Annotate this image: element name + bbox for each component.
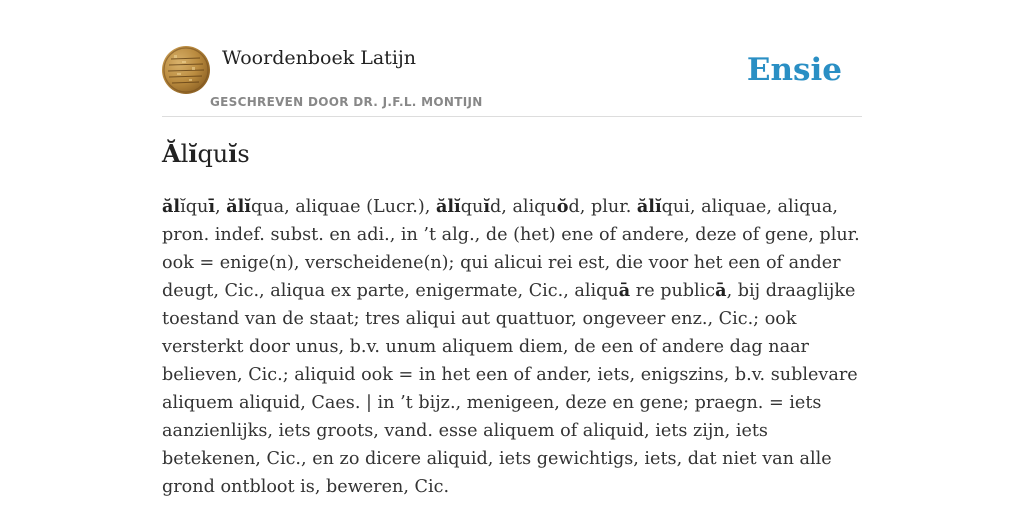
ensie-logo-link[interactable]: Ensie	[746, 52, 842, 88]
author-line: GESCHREVEN DOOR DR. J.F.L. MONTIJN	[210, 95, 483, 109]
headword-segment: qu	[197, 140, 229, 168]
definition-text: , bij draaglijke toestand van de staat; tres aliqui aut quattuor, ongeveer enz., Cic.; ook versterkt door unus, b.v. unum aliquem diem, de een of andere dag naar believen, Cic.; aliquid ook = in het een of ander, iets, enigszins, b.v. sublevare aliquem aliquid, Caes. | in ’t bijz., menigeen, deze en gene; praegn. = iets aanzienlijks, iets groots, vand. esse aliquem of aliquid, iets zijn, iets betekenen, Cic., en zo dicere aliquid, iets gewichtigs, iets, dat niet van alle grond ontbloot is, beweren, Cic.	[162, 281, 858, 497]
quantity-mark: ăl	[636, 196, 655, 217]
quantity-mark: ā	[618, 280, 631, 301]
quantity-mark: ĭ	[483, 196, 490, 217]
headword-segment: ĭ	[188, 139, 198, 168]
quantity-mark: ăl	[226, 196, 245, 217]
bronze-coin-emblem-icon[interactable]	[162, 46, 210, 94]
entry-definition	[162, 193, 867, 501]
quantity-mark: ĭ	[454, 196, 461, 217]
entry-headword	[162, 139, 250, 168]
quantity-mark: ī	[208, 196, 216, 217]
definition-text: re public	[630, 281, 716, 301]
quantity-mark: ăl	[162, 196, 181, 217]
quantity-mark: ĭ	[244, 196, 251, 217]
definition-text: qui, aliquae, aliqua, pron. indef. subst. en adi., in ’t alg., de (het) ene of andere, deze of gene, plur. ook = enige(n), verscheidene(n); qui alicui rei est, die voor het een of ander deugt, Cic., aliqua ex parte, enigermate, Cic., aliqu	[162, 197, 860, 301]
headword-segment: ĭ	[228, 139, 238, 168]
definition-text: d, plur.	[568, 197, 637, 217]
definition-text: ,	[215, 197, 227, 217]
definition-text: d, aliqu	[490, 197, 557, 217]
definition-text: qu	[460, 197, 484, 217]
headword-segment: l	[180, 140, 189, 168]
headword-segment: Ă	[162, 139, 181, 168]
definition-text: qua, aliquae (Lucr.),	[250, 197, 436, 217]
definition-text: ĭ	[180, 197, 186, 217]
quantity-mark: ŏ	[556, 196, 569, 217]
quantity-mark: ăl	[435, 196, 455, 217]
dictionary-header	[162, 46, 862, 117]
quantity-mark: ĭ	[654, 196, 662, 217]
definition-text: qu	[185, 197, 209, 217]
headword-segment: s	[237, 140, 250, 168]
quantity-mark: ā	[715, 280, 727, 301]
dictionary-title[interactable]: Woordenboek Latijn	[222, 47, 417, 69]
